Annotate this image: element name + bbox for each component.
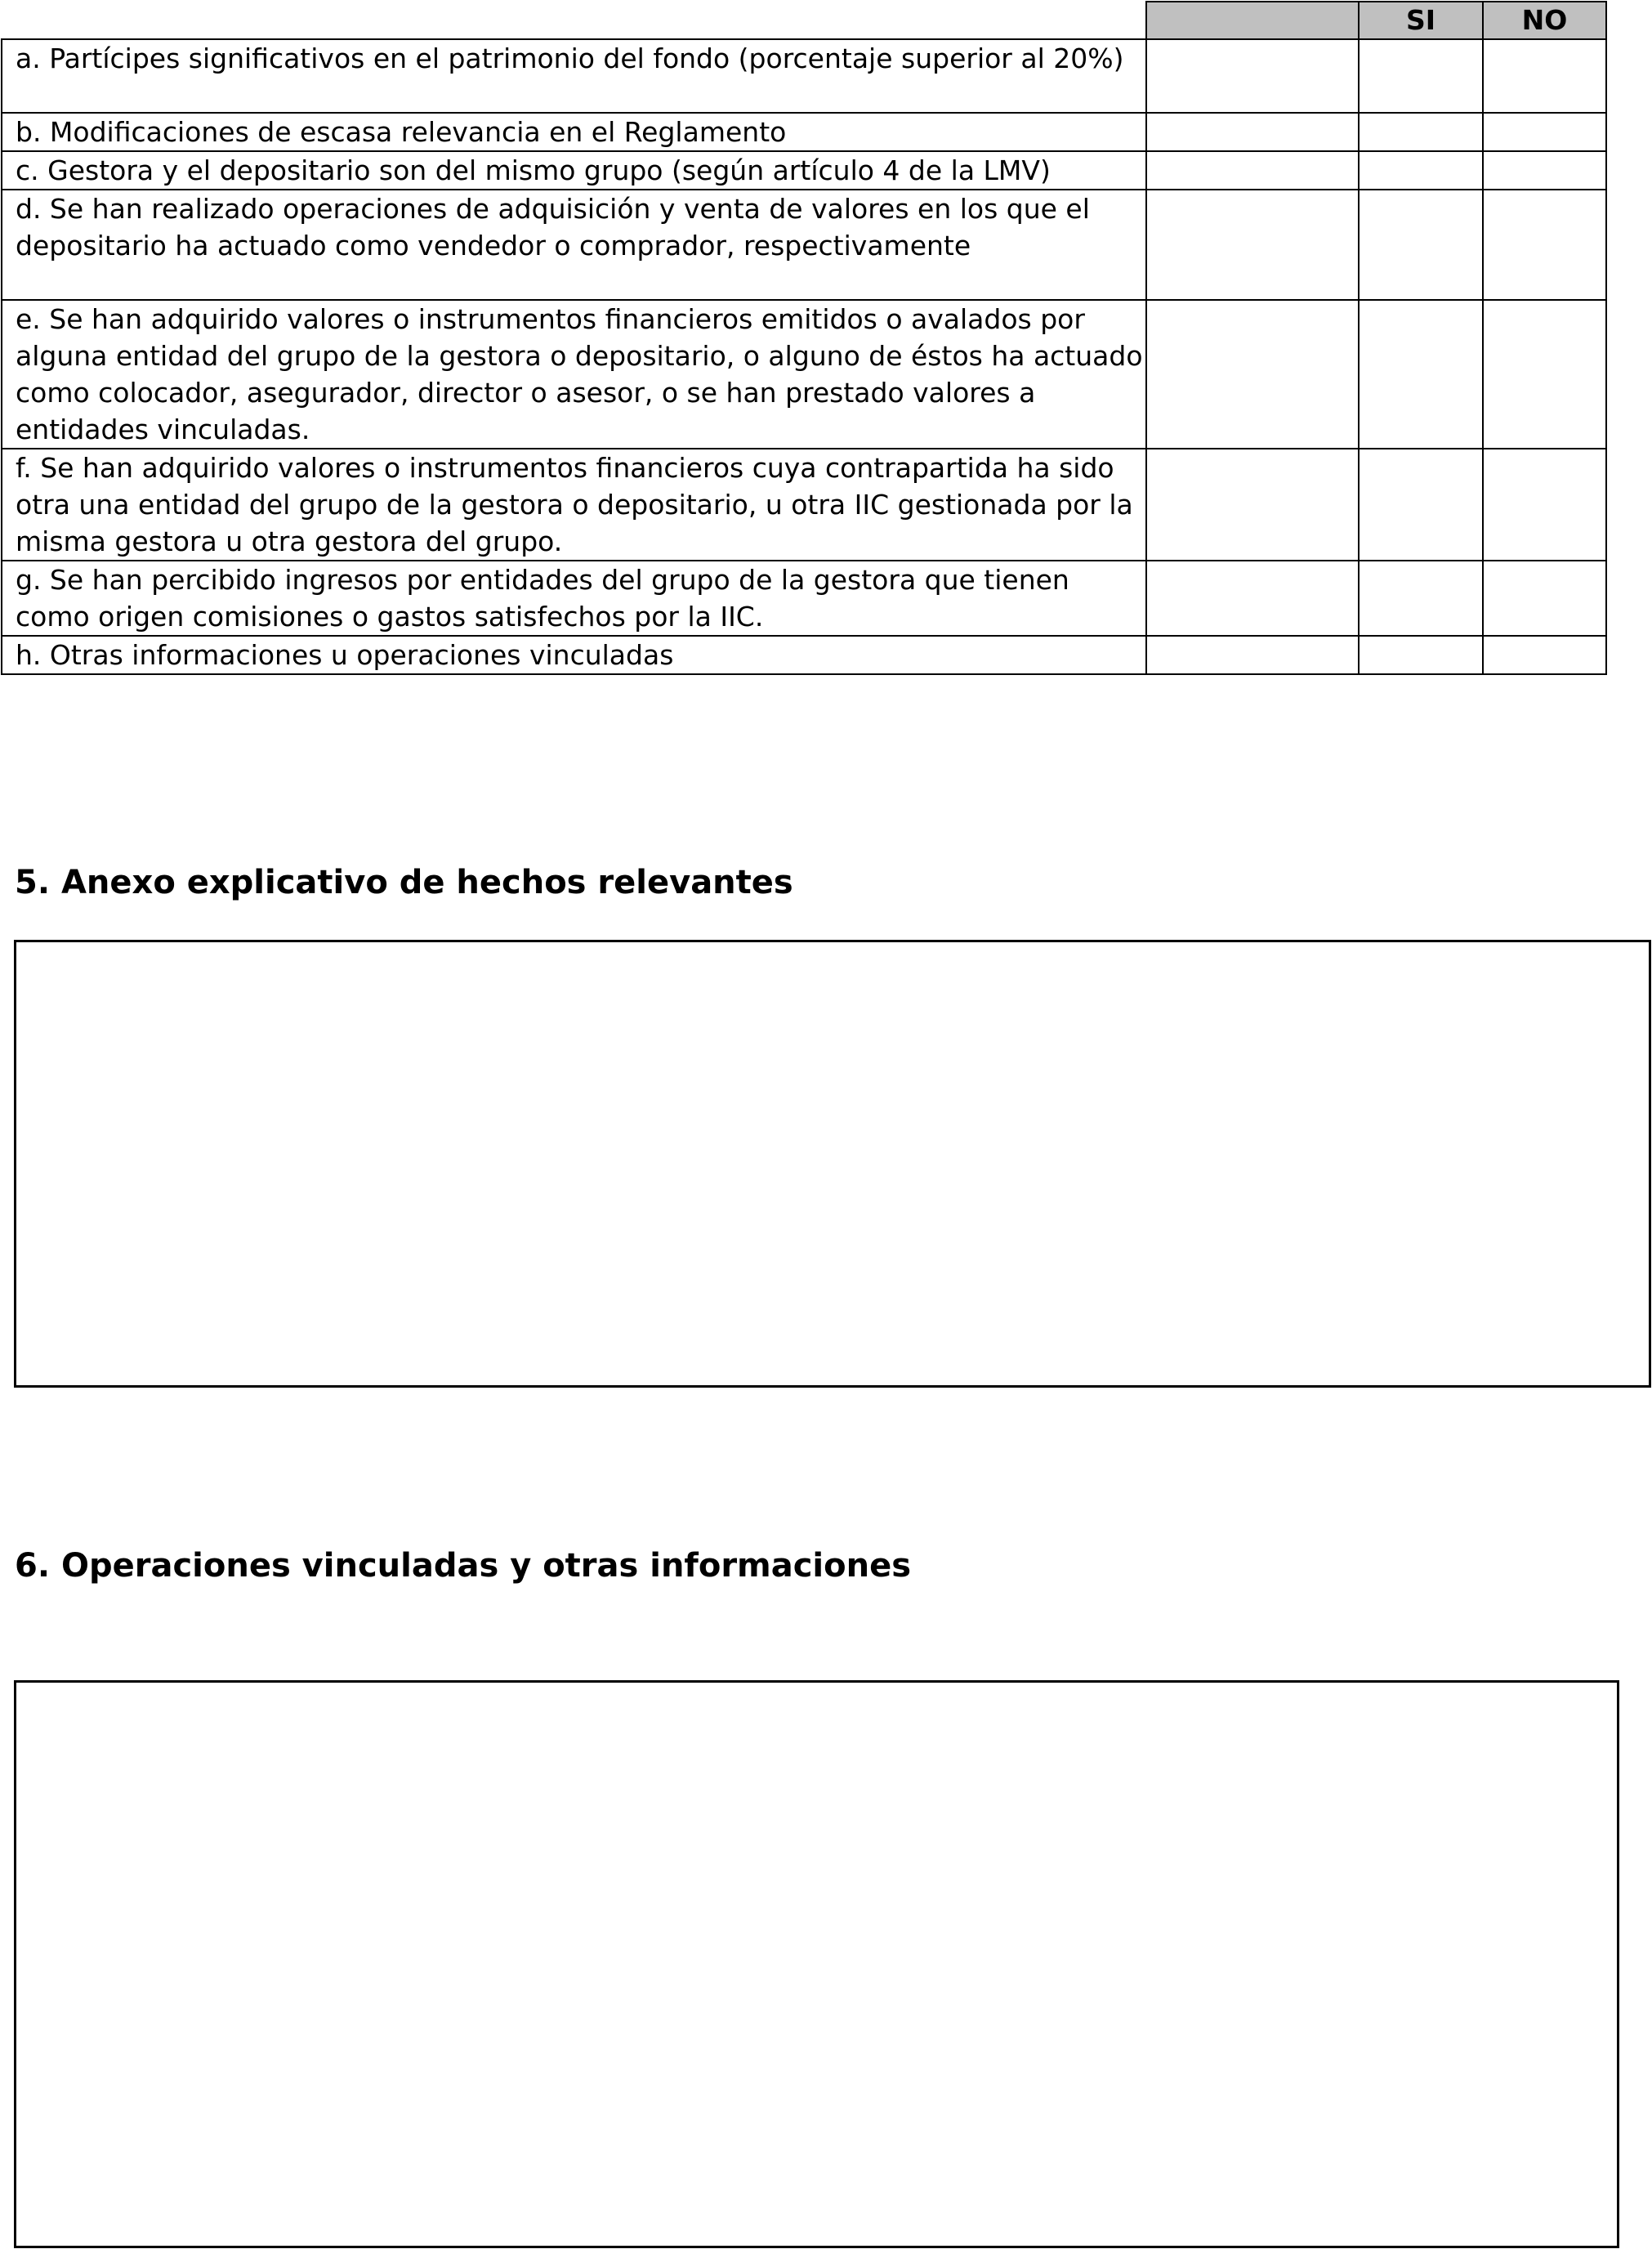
table-row xyxy=(2,113,1606,151)
table-row xyxy=(2,39,1606,113)
header-no: NO xyxy=(1483,2,1606,39)
section-5-title: 5. Anexo explicativo de hechos relevantes xyxy=(15,864,793,901)
table-row xyxy=(2,151,1606,190)
answer-cell[interactable] xyxy=(1146,113,1359,151)
table-row xyxy=(2,561,1606,636)
question-h: h. Otras informaciones u operaciones vinculadas xyxy=(2,636,1146,674)
no-checkbox-h[interactable] xyxy=(1483,636,1606,674)
answer-cell[interactable] xyxy=(1146,449,1359,561)
answer-cell[interactable] xyxy=(1146,561,1359,636)
no-checkbox-e[interactable] xyxy=(1483,300,1606,449)
header-blank-cell xyxy=(2,2,1146,39)
no-checkbox-c[interactable] xyxy=(1483,151,1606,190)
table-header-row xyxy=(2,2,1606,39)
question-f: f. Se han adquirido valores o instrumentos financieros cuya contrapartida ha sido otra una entidad del grupo de la gestora o depositario, u otra IIC gestionada por la misma gestora u otra gestora del grupo. xyxy=(2,449,1146,561)
question-e: e. Se han adquirido valores o instrumentos financieros emitidos o avalados por alguna entidad del grupo de la gestora o depositario, o alguno de éstos ha actuado como colocador, asegurador, director o asesor, o se han prestado valores a entidades vinculadas. xyxy=(2,300,1146,449)
si-checkbox-c[interactable] xyxy=(1359,151,1483,190)
si-checkbox-b[interactable] xyxy=(1359,113,1483,151)
question-b: b. Modificaciones de escasa relevancia en el Reglamento xyxy=(2,113,1146,151)
header-si: SI xyxy=(1359,2,1483,39)
answer-cell[interactable] xyxy=(1146,151,1359,190)
si-checkbox-f[interactable] xyxy=(1359,449,1483,561)
si-checkbox-e[interactable] xyxy=(1359,300,1483,449)
no-checkbox-g[interactable] xyxy=(1483,561,1606,636)
no-checkbox-a[interactable] xyxy=(1483,39,1606,113)
header-gray-cell xyxy=(1146,2,1359,39)
answer-cell[interactable] xyxy=(1146,190,1359,300)
question-g: g. Se han percibido ingresos por entidades del grupo de la gestora que tienen como origen comisiones o gastos satisfechos por la IIC. xyxy=(2,561,1146,636)
no-checkbox-f[interactable] xyxy=(1483,449,1606,561)
answer-cell[interactable] xyxy=(1146,39,1359,113)
section-6-text-box[interactable] xyxy=(14,1680,1619,2248)
no-checkbox-b[interactable] xyxy=(1483,113,1606,151)
question-d: d. Se han realizado operaciones de adquisición y venta de valores en los que el depositario ha actuado como vendedor o comprador, respectivamente xyxy=(2,190,1146,300)
no-checkbox-d[interactable] xyxy=(1483,190,1606,300)
table-row xyxy=(2,636,1606,674)
answer-cell[interactable] xyxy=(1146,636,1359,674)
related-operations-checklist xyxy=(1,1,1607,675)
si-checkbox-d[interactable] xyxy=(1359,190,1483,300)
si-checkbox-g[interactable] xyxy=(1359,561,1483,636)
table-row xyxy=(2,190,1606,300)
question-a: a. Partícipes significativos en el patrimonio del fondo (porcentaje superior al 20%) xyxy=(2,39,1146,113)
si-checkbox-a[interactable] xyxy=(1359,39,1483,113)
section-6-title: 6. Operaciones vinculadas y otras informaciones xyxy=(15,1547,912,1585)
table-row xyxy=(2,300,1606,449)
answer-cell[interactable] xyxy=(1146,300,1359,449)
section-5-text-box[interactable] xyxy=(14,940,1651,1388)
si-checkbox-h[interactable] xyxy=(1359,636,1483,674)
question-c: c. Gestora y el depositario son del mismo grupo (según artículo 4 de la LMV) xyxy=(2,151,1146,190)
table-row xyxy=(2,449,1606,561)
